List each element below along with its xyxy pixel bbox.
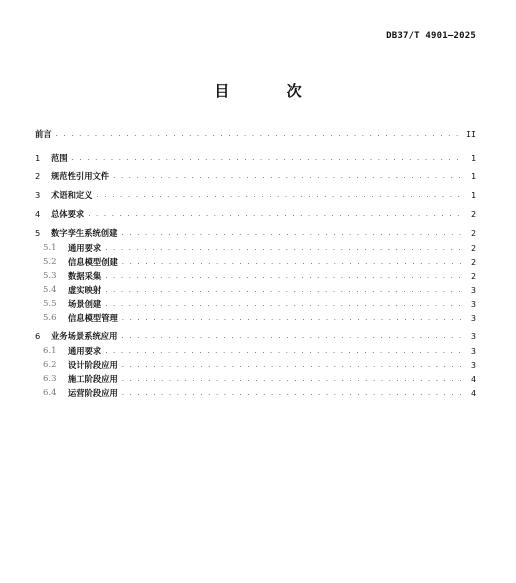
toc-entry-page: 1: [471, 153, 476, 163]
toc-entry-page: 1: [471, 190, 476, 200]
document-code: DB37/T 4901—2025: [386, 31, 476, 41]
toc-entry[interactable]: [35, 208, 476, 220]
toc-entry[interactable]: [35, 312, 476, 324]
toc-entry-label: 运营阶段应用: [68, 388, 118, 398]
toc-leader-dots: [121, 228, 464, 239]
toc-entry-label: 范围: [51, 153, 68, 163]
toc-entry-label: 设计阶段应用: [68, 360, 118, 370]
toc-leader-dots: [122, 313, 464, 324]
toc-entry-label: 总体要求: [51, 209, 85, 219]
toc-entry-page: 2: [471, 257, 476, 267]
toc-entry-number: 5.2: [43, 257, 57, 267]
toc-entry-number: 4: [35, 209, 41, 219]
toc-entry-page: 2: [471, 228, 476, 238]
toc-entry[interactable]: [35, 387, 476, 399]
toc-entry[interactable]: [35, 242, 476, 254]
toc-entry-number: 6.1: [43, 346, 57, 356]
toc-leader-dots: [97, 190, 465, 201]
toc-entry-number: 5.6: [43, 313, 57, 323]
toc-entry-page: 3: [471, 360, 476, 370]
toc-entry-page: 4: [471, 388, 476, 398]
toc-entry-page: 3: [471, 346, 476, 356]
toc-entry[interactable]: [35, 170, 476, 182]
toc-entry[interactable]: [35, 270, 476, 282]
toc-leader-dots: [56, 129, 464, 140]
toc-leader-dots: [122, 257, 464, 268]
toc-entry[interactable]: [35, 330, 476, 342]
toc-entry-number: 3: [35, 190, 41, 200]
toc-entry-label: 通用要求: [68, 346, 102, 356]
toc-entry-label: 前言: [35, 129, 52, 139]
toc-entry-number: 6.2: [43, 360, 57, 370]
toc-entry[interactable]: [35, 128, 476, 140]
toc-entry-label: 术语和定义: [51, 190, 93, 200]
toc-leader-dots: [88, 209, 464, 220]
toc-entry-number: 5: [35, 228, 41, 238]
toc-entry-number: 1: [35, 153, 41, 163]
toc-entry-label: 数据采集: [68, 271, 102, 281]
toc-leader-dots: [72, 153, 464, 164]
toc-entry-label: 场景创建: [68, 299, 102, 309]
toc-leader-dots: [105, 346, 464, 357]
toc-entry[interactable]: [35, 359, 476, 371]
toc-entry-label: 施工阶段应用: [68, 374, 118, 384]
toc-entry-page: 3: [471, 299, 476, 309]
toc-entry[interactable]: [35, 152, 476, 164]
toc-entry-number: 6.4: [43, 388, 57, 398]
toc-entry-page: 3: [471, 313, 476, 323]
toc-leader-dots: [122, 374, 464, 385]
toc-entry[interactable]: [35, 227, 476, 239]
toc-entry-page: 1: [471, 171, 476, 181]
toc-entry-page: 2: [471, 209, 476, 219]
toc-entry[interactable]: [35, 284, 476, 296]
toc-leader-dots: [121, 331, 464, 342]
toc-entry-number: 6.3: [43, 374, 57, 384]
toc-entry-label: 数字孪生系统创建: [51, 228, 118, 238]
toc-leader-dots: [122, 360, 464, 371]
toc-leader-dots: [113, 171, 464, 182]
toc-entry-page: 3: [471, 331, 476, 341]
toc-entry-label: 规范性引用文件: [51, 171, 110, 181]
toc-entry-number: 5.1: [43, 243, 57, 253]
toc-leader-dots: [122, 388, 464, 399]
toc-entry[interactable]: [35, 298, 476, 310]
toc-entry[interactable]: [35, 189, 476, 201]
toc-entry-label: 业务场景系统应用: [51, 331, 118, 341]
toc-entry-label: 虚实映射: [68, 285, 102, 295]
toc-leader-dots: [105, 285, 464, 296]
toc-entry-page: 2: [471, 271, 476, 281]
toc-entry-label: 信息模型创建: [68, 257, 118, 267]
toc-leader-dots: [105, 299, 464, 310]
toc-entry-number: 6: [35, 331, 41, 341]
toc-entry-page: II: [466, 129, 476, 139]
toc-entry-page: 4: [471, 374, 476, 384]
toc-leader-dots: [105, 243, 464, 254]
toc-entry-page: 2: [471, 243, 476, 253]
toc-entry-number: 2: [35, 171, 41, 181]
toc-entry[interactable]: [35, 256, 476, 268]
toc-entry-page: 3: [471, 285, 476, 295]
toc-entry[interactable]: [35, 345, 476, 357]
toc-title: 目 次: [214, 82, 328, 100]
toc-entry-number: 5.4: [43, 285, 57, 295]
toc-leader-dots: [105, 271, 464, 282]
toc-entry-label: 信息模型管理: [68, 313, 118, 323]
toc-entry-number: 5.3: [43, 271, 57, 281]
toc-entry[interactable]: [35, 373, 476, 385]
toc-entry-number: 5.5: [43, 299, 57, 309]
toc-entry-label: 通用要求: [68, 243, 102, 253]
